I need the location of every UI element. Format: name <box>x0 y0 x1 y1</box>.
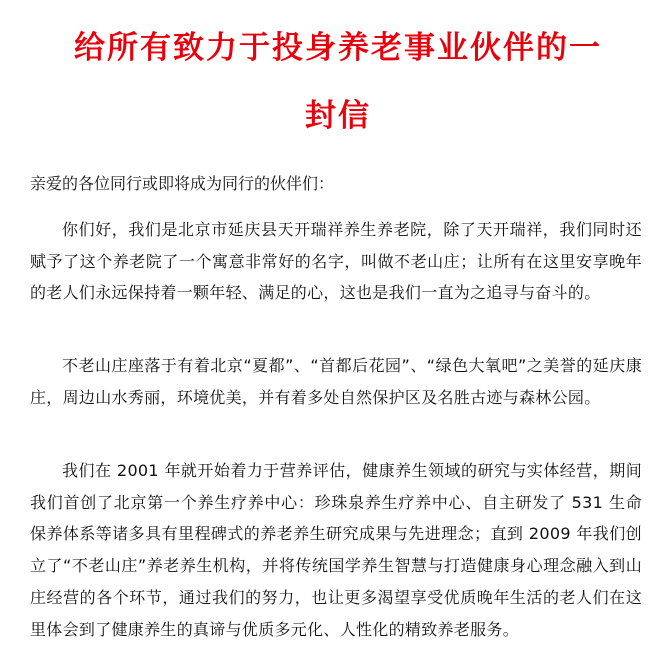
letter-title-line-1: 给所有致力于投身养老事业伙伴的一 <box>74 30 602 66</box>
letter-paragraph-history: 我们在 2001 年就开始着力于营养评估，健康养生领域的研究与实体经营，期间我们首创了北京第一个养生疗养中心：珍珠泉养生疗养中心、自主研发了 531 生命保养体系等诸多具有里程碑式的养老养生研究成果与先进理念；直到 2009 年我们创立了“不老山庄”养老养生机构，并将传统国学养生智慧与打造健康身心理念融入到山庄经营的各个环节，通过我们的努力，也让更多渴望享受优质晚年生活的老人们在这里体会到了健康养生的真谛与优质多元化、人性化的精致养老服务。 <box>30 461 642 639</box>
letter-title-line-2: 封信 <box>305 98 371 134</box>
letter-paragraph-location: 不老山庄座落于有着北京“夏都”、“首都后花园”、“绿色大氧吧”之美誉的延庆康庄，周边山水秀丽，环境优美，并有着多处自然保护区及名胜古迹与森林公园。 <box>30 356 642 407</box>
letter-greeting: 亲爱的各位同行或即将成为同行的伙伴们： <box>30 174 335 193</box>
letter-paragraph-intro: 你们好，我们是北京市延庆县天开瑞祥养生养老院，除了天开瑞祥，我们同时还赋予了这个养老院了一个寓意非常好的名字，叫做不老山庄；让所有在这里安享晚年的老人们永远保持着一颗年轻、满足的心，这也是我们一直为之追寻与奋斗的。 <box>30 220 642 303</box>
